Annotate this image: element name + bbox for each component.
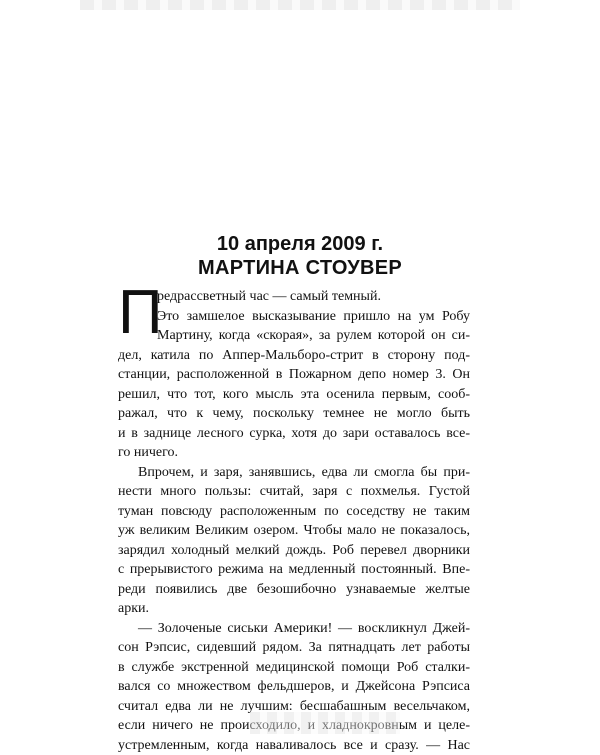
text-line: с прерывистого режима на медленный постоянный. Впе- bbox=[118, 560, 470, 580]
paragraph bbox=[118, 463, 470, 619]
chapter-character-name: МАРТИНА СТОУВЕР bbox=[0, 256, 600, 281]
text-line: — Золоченые сиськи Америки! — воскликнул Джей- bbox=[118, 619, 470, 639]
text-line: считал едва ли не лучшим: бесшабашным весельчаком, bbox=[118, 697, 470, 717]
text-line: станции, расположенной в Пожарном депо номер 3. Он bbox=[118, 365, 470, 385]
text-line: в службе экстренной медицинской помощи Роб сталки- bbox=[118, 658, 470, 678]
body-text bbox=[118, 287, 470, 755]
text-line: Мартину, когда «скорая», за рулем которой он си- bbox=[118, 326, 470, 346]
text-line: Впрочем, и заря, занявшись, едва ли смогла бы при- bbox=[118, 463, 470, 483]
text-line: редрассветный час — самый темный. bbox=[118, 287, 470, 307]
chapter-date: 10 апреля 2009 г. bbox=[0, 232, 600, 256]
text-line: туман повсюду расположенным по соседству не таким bbox=[118, 502, 470, 522]
text-line: уж великим Великим озером. Чтобы мало не показалось, bbox=[118, 521, 470, 541]
text-line: зарядил холодный мелкий дождь. Роб перевел дворники bbox=[118, 541, 470, 561]
text-line: и в заднице лесного сурка, хотя до зари оставалось все- bbox=[118, 424, 470, 444]
text-line: вался со множеством фельдшеров, и Джейсона Рэпсиса bbox=[118, 677, 470, 697]
text-line: арки. bbox=[118, 599, 470, 619]
bleed-through-bottom bbox=[250, 712, 400, 734]
paragraph bbox=[118, 619, 470, 755]
text-line: Это замшелое высказывание пришло на ум Робу bbox=[118, 307, 470, 327]
text-line: сон Рэпсис, сидевший рядом. За пятнадцать лет работы bbox=[118, 638, 470, 658]
text-line: решил, что тот, кого мысль эта осенила первым, сооб- bbox=[118, 385, 470, 405]
text-line: нести много пользы: считай, заря с похмелья. Густой bbox=[118, 482, 470, 502]
drop-cap: П bbox=[118, 285, 163, 341]
text-line: реди появились две безошибочно узнаваемые желтые bbox=[118, 580, 470, 600]
text-line: го ничего. bbox=[118, 443, 470, 463]
chapter-heading bbox=[0, 232, 600, 281]
text-line: если ничего не происходило, и хладнокровным и целе- bbox=[118, 716, 470, 736]
opening-paragraph bbox=[118, 287, 470, 463]
text-line: устремленным, когда наваливалось все и сразу. — Нас bbox=[118, 736, 470, 755]
text-line: ражал, что к чему, поскольку темнее не могло быть bbox=[118, 404, 470, 424]
bleed-through-top bbox=[80, 0, 520, 10]
text-line: дел, катила по Аппер-Мальборо-стрит в сторону под- bbox=[118, 346, 470, 366]
